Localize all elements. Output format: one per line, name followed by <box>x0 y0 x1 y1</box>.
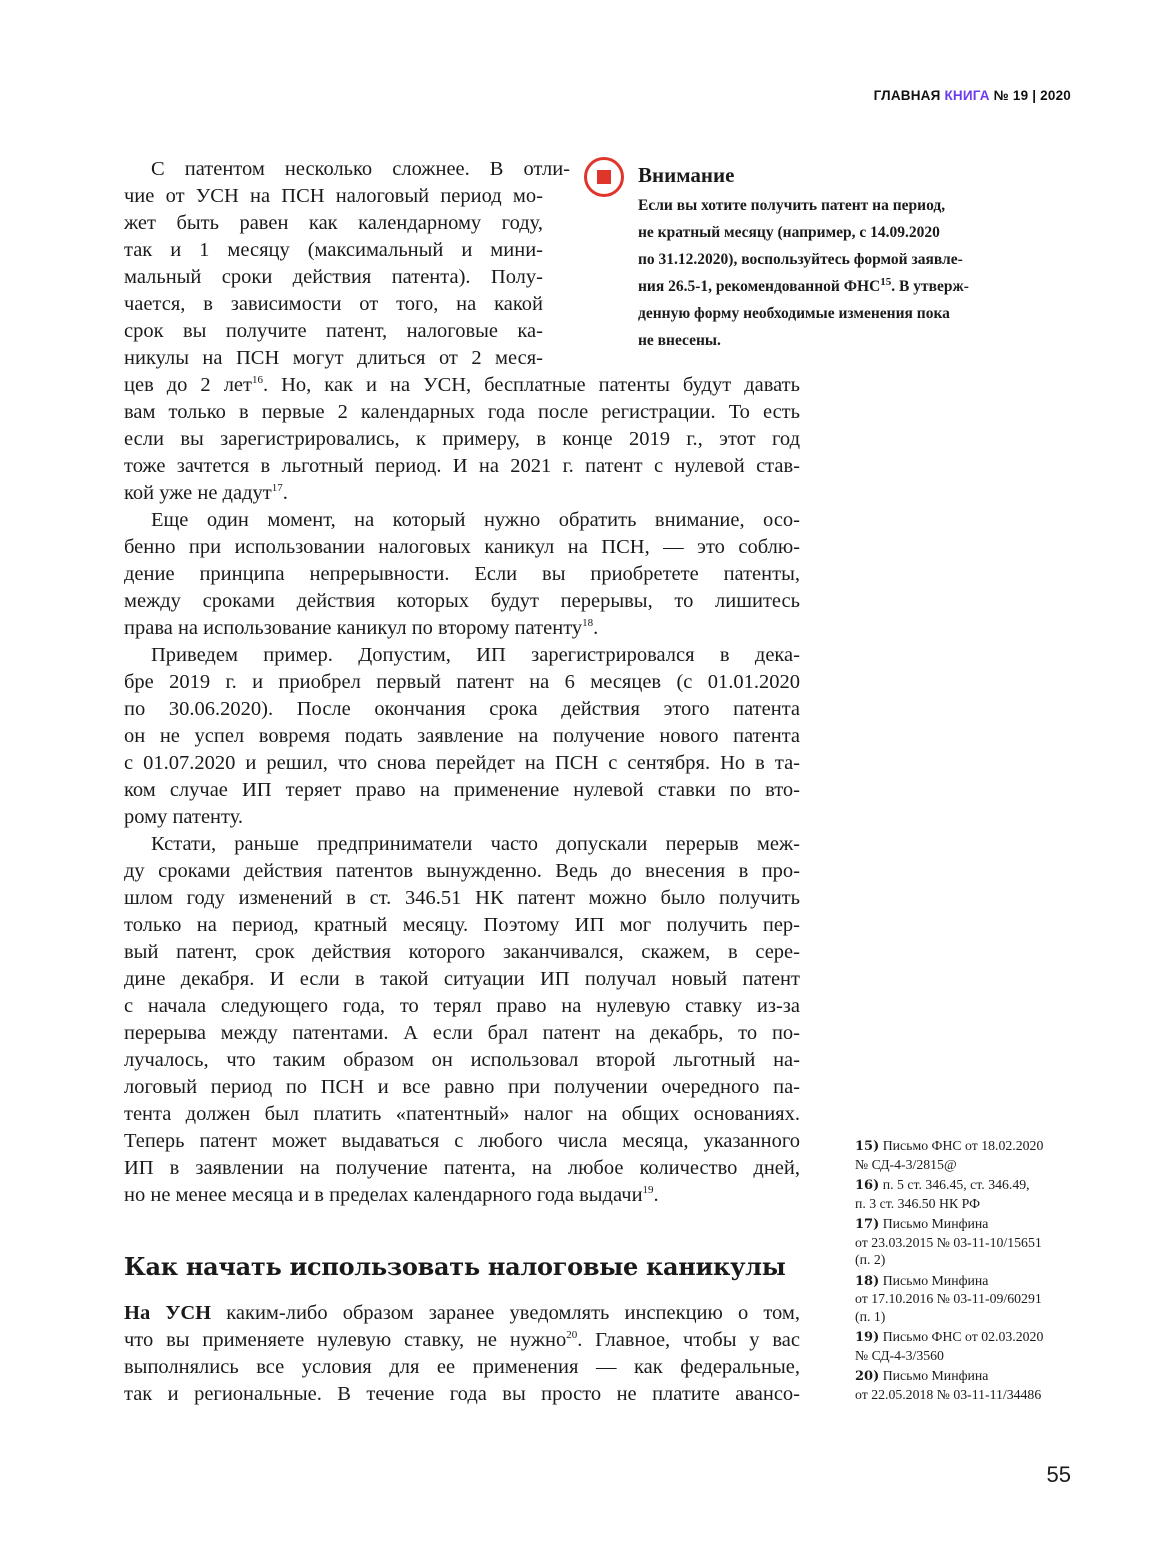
text-run: между сроками действия которых будут перерывы, то лишитесь <box>124 590 800 612</box>
text-run: не кратный месяцу (например, с 14.09.2020 <box>638 224 940 241</box>
footnote-text: Письмо ФНС от 02.03.2020 <box>882 1329 1044 1344</box>
issue-number: № 19 | 2020 <box>993 88 1071 103</box>
text-run: каким-либо образом заранее уведомлять инспекцию о том, <box>211 1302 800 1324</box>
text-line <box>124 372 800 399</box>
text-line <box>124 507 800 534</box>
text-line <box>638 219 1068 246</box>
footnote-ref: 20 <box>566 1329 578 1342</box>
text-line <box>124 1327 800 1354</box>
footnote-ref: 18 <box>582 617 594 630</box>
text-line <box>124 939 800 966</box>
text-run: с 01.07.2020 и решил, что снова перейдет на ПСН с сентября. Но в та- <box>124 752 800 774</box>
footnote-line <box>855 1156 1085 1174</box>
text-run: по 31.12.2020), воспользуйтесь формой заявле- <box>638 251 963 268</box>
text-run: так и 1 месяцу (максимальный и мини- <box>124 239 543 261</box>
footnote-item <box>855 1367 1085 1403</box>
footnote-ref: 15 <box>880 275 892 288</box>
text-run: чие от УСН на ПСН налоговый период мо- <box>124 185 543 207</box>
footnote-line <box>855 1195 1085 1213</box>
text-line <box>124 210 543 237</box>
text-run: . <box>593 617 599 639</box>
footnote-line <box>855 1386 1085 1404</box>
text-line <box>124 1047 800 1074</box>
text-run: шлом году изменений в ст. 346.51 НК патент можно было получить <box>124 887 800 909</box>
text-line <box>124 1020 800 1047</box>
footnote-item <box>855 1215 1085 1269</box>
text-run: . Главное, чтобы у вас <box>577 1329 800 1351</box>
text-line <box>124 1101 800 1128</box>
text-run: цев до 2 лет <box>124 374 252 396</box>
text-line <box>124 588 800 615</box>
text-line <box>124 345 543 372</box>
footnote-item <box>855 1137 1085 1173</box>
page-number: 55 <box>1046 1462 1071 1487</box>
section-heading: Как начать использовать налоговые каникулы <box>124 1252 786 1281</box>
footnote-text: п. 3 ст. 346.50 НК РФ <box>855 1195 980 1211</box>
text-line <box>124 480 800 507</box>
footnote-ref: 16 <box>251 374 263 387</box>
text-run: На УСН <box>124 1302 212 1324</box>
text-run: тоже зачтется в льготный период. И на 2021 г. патент с нулевой став- <box>124 455 800 477</box>
text-run: лучалось, что таким образом он использовал второй льготный на- <box>124 1049 800 1071</box>
running-header <box>874 88 1071 103</box>
text-run: вам только в первые 2 календарных года после регистрации. То есть <box>124 401 800 423</box>
footnote-text: п. 5 ст. 346.45, ст. 346.49, <box>882 1177 1030 1192</box>
footnote-ref: 19 <box>642 1184 654 1197</box>
text-run: логовый период по ПСН и все равно при получении очередного па- <box>124 1076 800 1098</box>
text-line <box>124 1074 800 1101</box>
footnote-text: от 22.05.2018 № 03-11-11/34486 <box>855 1386 1042 1402</box>
text-line <box>124 966 800 993</box>
text-run: ком случае ИП теряет право на применение нулевой ставки по вто- <box>124 779 800 801</box>
text-line <box>124 264 543 291</box>
text-line <box>124 453 800 480</box>
text-run: ния 26.5-1, рекомендованной ФНС <box>638 278 881 295</box>
footnote-number: 19) <box>855 1330 880 1345</box>
footnote-number: 18) <box>855 1273 880 1289</box>
text-line <box>124 237 543 264</box>
text-run: Еще один момент, на который нужно обратить внимание, осо- <box>151 509 800 531</box>
footnote-text: Письмо Минфина <box>882 1368 989 1383</box>
callout-title: Внимание <box>638 163 735 187</box>
text-run: чается, в зависимости от того, на какой <box>124 293 543 315</box>
text-line <box>638 192 1068 219</box>
footnote-text: от 23.03.2015 № 03-11-10/15651 <box>855 1234 1042 1250</box>
text-line <box>124 858 800 885</box>
text-run: бенно при использовании налоговых каникул на ПСН, — это соблю- <box>124 536 800 558</box>
text-run: выполнялись все условия для ее применения — как федеральные, <box>124 1356 800 1378</box>
text-run: ду сроками действия патентов вынужденно. Ведь до внесения в про- <box>124 860 800 882</box>
text-run: так и региональные. В течение года вы просто не платите авансо- <box>124 1383 800 1405</box>
text-run: дине декабря. И если в такой ситуации ИП получал новый патент <box>124 968 800 990</box>
text-line <box>124 1128 800 1155</box>
text-run: если вы зарегистрировались, к примеру, в конце 2019 г., этот год <box>124 428 800 450</box>
text-run: денную форму необходимые изменения пока <box>638 305 950 322</box>
footnote-line <box>855 1176 1085 1195</box>
text-line <box>124 1155 800 1182</box>
text-run: по 30.06.2020). После окончания срока действия этого патента <box>124 698 800 720</box>
text-line <box>124 318 543 345</box>
text-line <box>124 399 800 426</box>
footnote-line <box>855 1272 1085 1291</box>
text-line <box>124 831 800 858</box>
text-line <box>124 1300 800 1327</box>
footnote-item <box>855 1328 1085 1364</box>
text-line <box>124 156 570 183</box>
footnote-text: Письмо Минфина <box>882 1216 989 1231</box>
text-run: кой уже не дадут <box>124 482 272 504</box>
text-line <box>124 669 800 696</box>
footnote-line <box>855 1137 1085 1156</box>
footnote-text: (п. 2) <box>855 1252 886 1267</box>
text-run: он не успел вовремя подать заявление на получение нового патента <box>124 725 800 747</box>
text-run: . <box>282 482 288 504</box>
footnote-line <box>855 1328 1085 1347</box>
footnotes <box>855 1137 1085 1406</box>
text-line <box>124 804 800 831</box>
text-run: ИП в заявлении на получение патента, на любое количество дней, <box>124 1157 800 1179</box>
text-run: с начала следующего года, то терял право на нулевую ставку из-за <box>124 995 800 1017</box>
text-run: Если вы хотите получить патент на период, <box>638 197 946 214</box>
text-line <box>124 696 800 723</box>
text-run: Приведем пример. Допустим, ИП зарегистрировался в дека- <box>151 644 800 666</box>
text-line <box>124 183 543 210</box>
text-line <box>124 750 800 777</box>
footnote-text: (п. 1) <box>855 1308 886 1324</box>
text-run: Теперь патент может выдаваться с любого числа месяца, указанного <box>124 1130 800 1152</box>
stop-square-in-circle-icon <box>584 157 624 197</box>
brand-name: ГЛАВНАЯ <box>873 88 941 103</box>
text-run: только на период, кратный месяцу. Поэтому ИП мог получить пер- <box>124 914 800 936</box>
text-run: мальный сроки действия патента). Полу- <box>124 266 543 288</box>
text-run: вый патент, срок действия которого заканчивался, скажем, в сере- <box>124 941 800 963</box>
footnote-line <box>855 1215 1085 1234</box>
text-line <box>124 993 800 1020</box>
callout-body <box>638 192 1068 354</box>
footnote-text: № СД-4-3/3560 <box>855 1347 944 1363</box>
text-line <box>638 246 1068 273</box>
footnote-number: 20) <box>855 1369 880 1384</box>
text-line <box>124 1354 800 1381</box>
text-run: . <box>653 1184 659 1206</box>
text-run: никулы на ПСН могут длиться от 2 меся- <box>124 347 543 369</box>
footnote-line <box>855 1251 1085 1269</box>
footnote-line <box>855 1290 1085 1308</box>
text-run: не внесены. <box>638 332 721 349</box>
text-line <box>124 642 800 669</box>
text-run: бре 2019 г. и приобрел первый патент на 6 месяцев (с 01.01.2020 <box>124 671 800 693</box>
text-run: права на использование каникул по второму патенту <box>124 617 583 639</box>
text-line <box>124 291 543 318</box>
text-line <box>124 1381 800 1408</box>
footnote-line <box>855 1347 1085 1365</box>
text-line <box>124 723 800 750</box>
footnote-line <box>855 1308 1085 1326</box>
text-run: срок вы получите патент, налоговые ка- <box>124 320 543 342</box>
text-line <box>124 615 800 642</box>
footnote-number: 16) <box>855 1178 880 1193</box>
text-run: С патентом несколько сложнее. В отли- <box>151 158 570 180</box>
footnote-ref: 17 <box>271 482 283 495</box>
footnote-line <box>855 1234 1085 1252</box>
text-line <box>124 885 800 912</box>
text-line <box>124 777 800 804</box>
section-text <box>124 1300 800 1408</box>
text-run: перерыва между патентами. А если брал патент на декабрь, то по- <box>124 1022 800 1044</box>
footnote-text: № СД-4-3/2815@ <box>855 1156 957 1172</box>
brand-name-accent: КНИГА <box>944 88 990 103</box>
text-run: но не менее месяца и в пределах календарного года выдачи <box>124 1184 643 1206</box>
footnote-text: Письмо ФНС от 18.02.2020 <box>882 1138 1044 1153</box>
text-run: . В утверж- <box>891 278 969 295</box>
text-line <box>124 426 800 453</box>
text-line <box>638 327 1068 354</box>
footnote-text: Письмо Минфина <box>882 1272 989 1288</box>
footnote-item <box>855 1176 1085 1212</box>
text-run: жет быть равен как календарному году, <box>124 212 543 234</box>
text-run: дение принципа непрерывности. Если вы приобретете патенты, <box>124 563 800 585</box>
text-run: что вы применяете нулевую ставку, не нужно <box>124 1329 567 1351</box>
text-line <box>124 534 800 561</box>
text-line <box>124 912 800 939</box>
footnote-text: от 17.10.2016 № 03-11-09/60291 <box>855 1291 1042 1306</box>
text-run: . Но, как и на УСН, бесплатные патенты будут давать <box>262 374 800 396</box>
footnote-item <box>855 1272 1085 1326</box>
text-line <box>124 1182 800 1209</box>
footnote-number: 17) <box>855 1217 880 1232</box>
text-run: тента должен был платить «патентный» налог на общих основаниях. <box>124 1103 800 1125</box>
text-line <box>124 561 800 588</box>
text-run: Кстати, раньше предприниматели часто допускали перерыв меж- <box>151 833 800 855</box>
text-line <box>638 273 1068 300</box>
footnote-number: 15) <box>855 1139 880 1154</box>
text-line <box>638 300 1068 327</box>
text-run: рому патенту. <box>124 806 244 828</box>
footnote-line <box>855 1367 1085 1386</box>
